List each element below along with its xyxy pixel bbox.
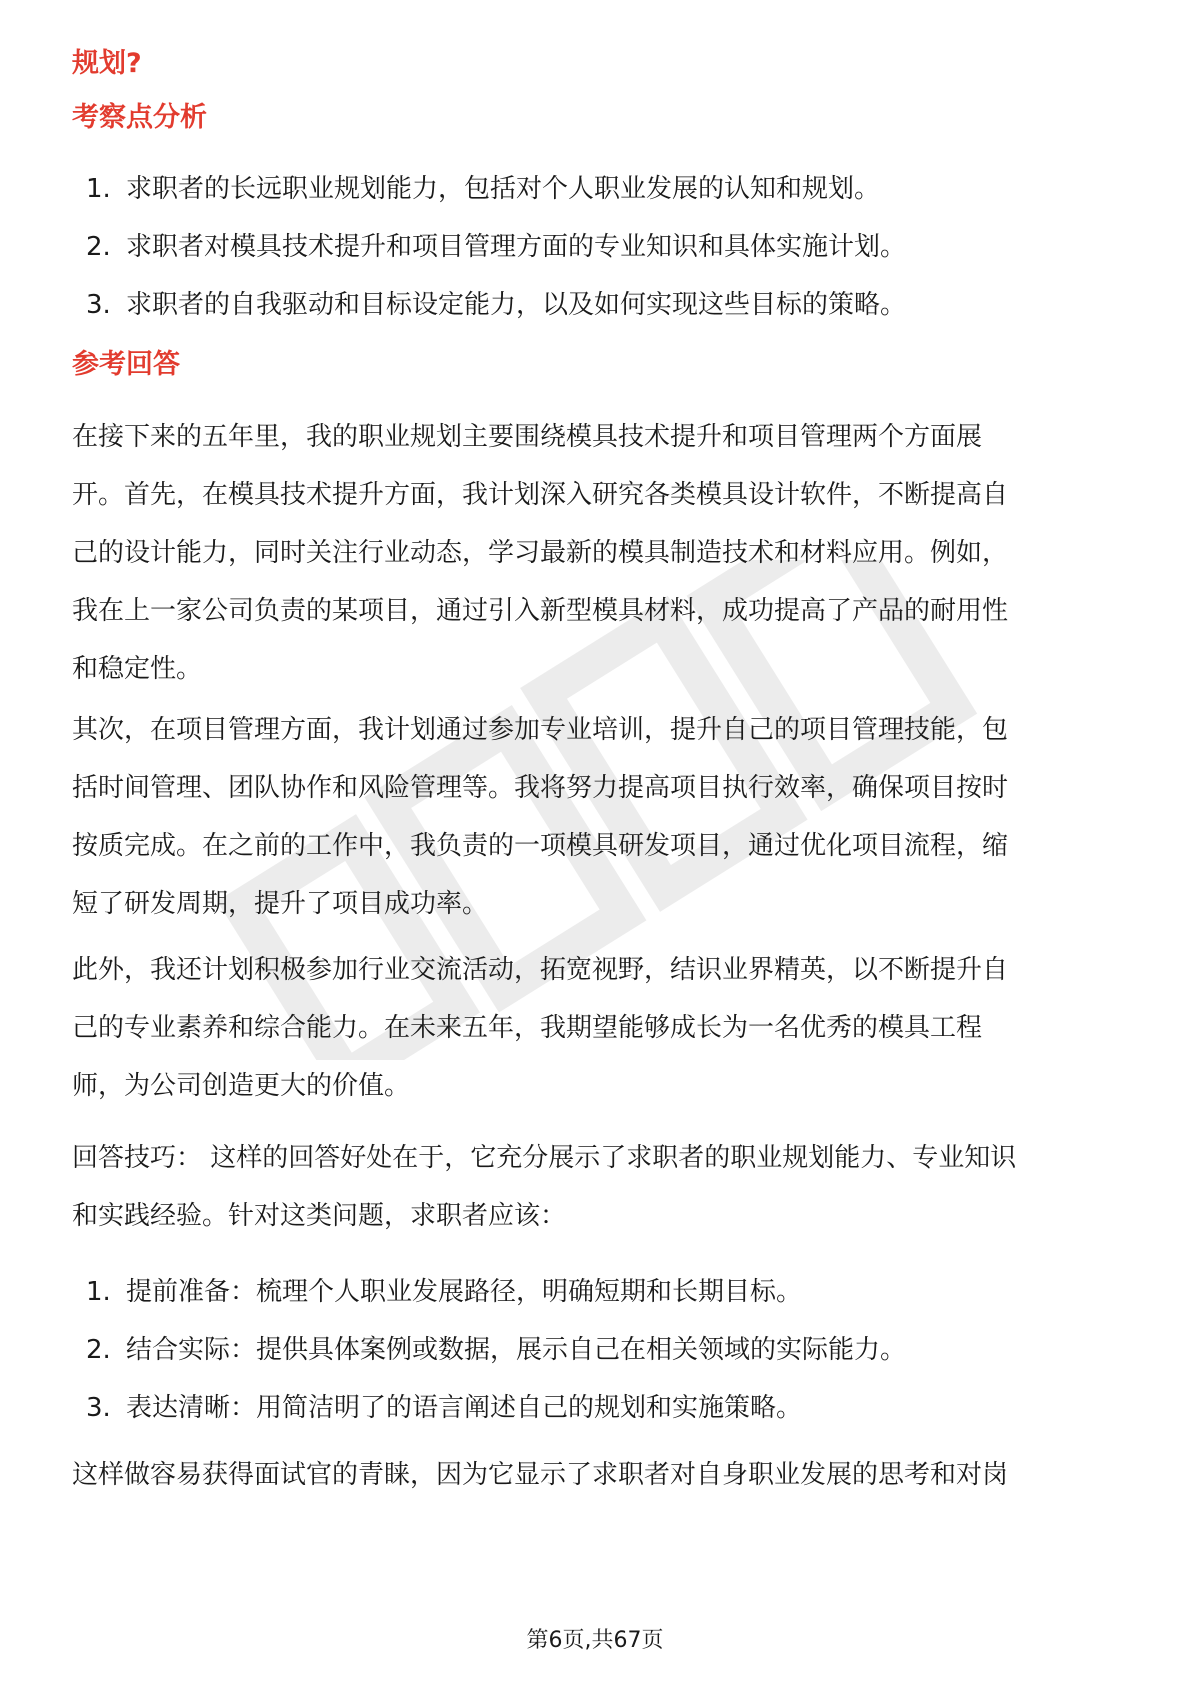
- paragraph-line: 师，为公司创造更大的价值。: [72, 1071, 411, 1101]
- list-item: [72, 1263, 1120, 1321]
- paragraph-line: 按质完成。在之前的工作中，我负责的一项模具研发项目，通过优化项目流程，缩: [72, 831, 1009, 861]
- list-item-number: 2.: [86, 1335, 111, 1365]
- list-item-number: 3.: [86, 290, 111, 320]
- answer-heading: 参考回答: [72, 349, 180, 380]
- top-heading: 规划?: [72, 48, 142, 79]
- paragraph-line: 我在上一家公司负责的某项目，通过引入新型模具材料，成功提高了产品的耐用性: [72, 596, 1009, 626]
- answer-paragraph-3: [72, 941, 1120, 1115]
- paragraph-line: 己的设计能力，同时关注行业动态，学习最新的模具制造技术和材料应用。例如，: [72, 538, 1009, 568]
- paragraph-line: 括时间管理、团队协作和风险管理等。我将努力提高项目执行效率，确保项目按时: [72, 773, 1009, 803]
- list-item-text: 表达清晰：用简洁明了的语言阐述自己的规划和实施策略。: [126, 1393, 803, 1423]
- list-item-number: 2.: [86, 232, 111, 262]
- list-item-text: 求职者的长远职业规划能力，包括对个人职业发展的认知和规划。: [126, 174, 881, 204]
- list-item: [72, 218, 1120, 276]
- list-item: [72, 276, 1120, 334]
- paragraph-line: 回答技巧： 这样的回答好处在于，它充分展示了求职者的职业规划能力、专业知识: [72, 1143, 1017, 1173]
- page-number: 第6页,共67页: [526, 1628, 664, 1653]
- closing-paragraph: [72, 1446, 1120, 1504]
- answer-paragraph-4: [72, 1129, 1120, 1245]
- analysis-list: [72, 160, 1120, 334]
- answer-paragraph-2: [72, 701, 1120, 933]
- list-item-text: 提前准备：梳理个人职业发展路径，明确短期和长期目标。: [126, 1277, 803, 1307]
- list-item: [72, 160, 1120, 218]
- paragraph-line: 己的专业素养和综合能力。在未来五年，我期望能够成长为一名优秀的模具工程: [72, 1013, 983, 1043]
- list-item-number: 1.: [86, 174, 111, 204]
- analysis-heading: 考察点分析: [72, 102, 207, 133]
- paragraph-line: 其次，在项目管理方面，我计划通过参加专业培训，提升自己的项目管理技能，包: [72, 715, 1009, 745]
- list-item: [72, 1321, 1120, 1379]
- list-item-text: 求职者对模具技术提升和项目管理方面的专业知识和具体实施计划。: [126, 232, 907, 262]
- paragraph-line: 开。首先，在模具技术提升方面，我计划深入研究各类模具设计软件，不断提高自: [72, 480, 1009, 510]
- paragraph-line: 这样做容易获得面试官的青睐，因为它显示了求职者对自身职业发展的思考和对岗: [72, 1460, 1009, 1490]
- answer-paragraph-1: [72, 408, 1120, 698]
- paragraph-line: 和实践经验。针对这类问题，求职者应该：: [72, 1201, 567, 1231]
- list-item: [72, 1379, 1120, 1437]
- paragraph-line: 在接下来的五年里，我的职业规划主要围绕模具技术提升和项目管理两个方面展: [72, 422, 983, 452]
- list-item-number: 3.: [86, 1393, 111, 1423]
- paragraph-line: 短了研发周期，提升了项目成功率。: [72, 889, 489, 919]
- list-item-number: 1.: [86, 1277, 111, 1307]
- paragraph-line: 此外，我还计划积极参加行业交流活动，拓宽视野，结识业界精英，以不断提升自: [72, 955, 1009, 985]
- list-item-text: 结合实际：提供具体案例或数据，展示自己在相关领域的实际能力。: [126, 1335, 907, 1365]
- list-item-text: 求职者的自我驱动和目标设定能力，以及如何实现这些目标的策略。: [126, 290, 907, 320]
- tips-list: [72, 1263, 1120, 1437]
- paragraph-line: 和稳定性。: [72, 654, 203, 684]
